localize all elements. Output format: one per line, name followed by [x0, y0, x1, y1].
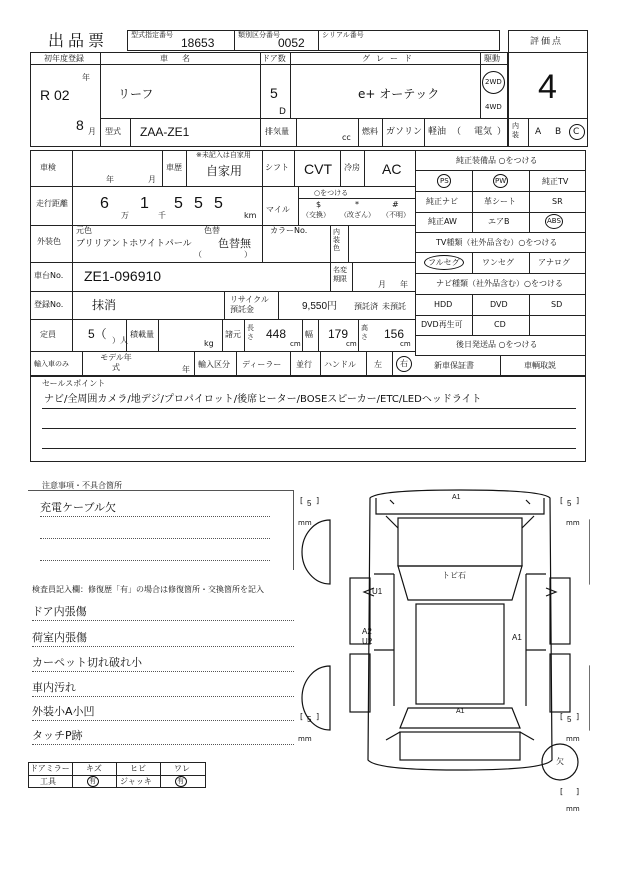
- legend-break: ワレ: [174, 764, 190, 773]
- load-label: 積載量: [130, 330, 154, 339]
- drive-2wd: 2WD: [485, 78, 502, 86]
- interior-a: A: [535, 127, 542, 137]
- tire-fl-value: 5: [307, 499, 312, 508]
- mark-a1-right: A1: [512, 633, 522, 642]
- handle-left: 左: [374, 360, 382, 369]
- score-label: 評価点: [530, 37, 564, 47]
- parallel-option: 並行: [296, 360, 312, 369]
- model-cert-value: 18653: [181, 36, 215, 50]
- name-change-day-unit: 年: [400, 280, 408, 289]
- interior-b: B: [555, 127, 562, 137]
- recycle-label: リサイクル預託金: [230, 295, 269, 314]
- equip-title: 純正装備品 ○をつける: [456, 156, 538, 165]
- ac-label: 冷房: [344, 163, 360, 172]
- sales-label: セールスポイント: [42, 379, 106, 388]
- dims-label: 諸元: [225, 330, 241, 339]
- history-note: ※未記入は自家用: [196, 151, 251, 159]
- inspection-year-unit: 年: [106, 175, 114, 184]
- car-diagram: [290, 470, 590, 800]
- fuel-diesel: 軽油: [428, 127, 447, 137]
- grade-value: e+ オーテック: [358, 87, 440, 101]
- shift-value: CVT: [304, 161, 332, 177]
- model-year-unit: 年: [182, 365, 190, 374]
- fuel-gasoline: ガソリン: [386, 127, 423, 137]
- mark-a1-top: A1: [452, 494, 461, 501]
- tv-analog: アナログ: [538, 258, 570, 267]
- mileage-digit-3: 5: [174, 195, 183, 212]
- tv-fullseg: フルセグ: [428, 258, 460, 267]
- docs-title: 後日発送品 ○をつける: [456, 340, 538, 349]
- mileage-digit-1: 6: [100, 195, 109, 212]
- drive-label: 駆動: [484, 54, 500, 63]
- length-label: 長さ: [247, 324, 254, 341]
- mile-label: マイル: [266, 205, 290, 214]
- year-unit: 年: [82, 73, 90, 82]
- car-name-value: リーフ: [118, 87, 154, 101]
- tire-rr-value: 5: [567, 715, 572, 724]
- doc-manual: 車輌取説: [524, 361, 556, 370]
- history-value: 自家用: [206, 164, 243, 178]
- sales-box: [30, 376, 586, 462]
- reg-no-label: 登録No.: [34, 300, 64, 309]
- note-item-2: 荷室内張傷: [32, 631, 87, 644]
- month-unit: 月: [88, 127, 96, 136]
- doors-value: 5: [270, 85, 278, 101]
- mileage-label: 走行距離: [36, 199, 68, 208]
- inspection-label: 車検: [40, 163, 56, 172]
- color-no-label: カラーNo.: [270, 226, 308, 235]
- chassis-label: 車台No.: [34, 271, 64, 280]
- tv-oneseg: ワンセグ: [482, 258, 514, 267]
- interior-label: 内装: [512, 122, 519, 139]
- drive-4wd: 4WD: [485, 103, 502, 111]
- equip-aw: 純正AW: [428, 217, 457, 226]
- displacement-label: 排気量: [265, 127, 289, 136]
- note-item-5: 外装小A小凹: [32, 705, 95, 718]
- ac-value: AC: [382, 161, 402, 177]
- history-label: 車歴: [166, 163, 182, 172]
- original-color-value: ブリリアントホワイトパール: [76, 239, 192, 249]
- km-unit: km: [244, 211, 257, 220]
- first-reg-year: R 02: [40, 87, 70, 103]
- equip-navi: 純正ナビ: [426, 197, 458, 206]
- interior-c: C: [573, 127, 580, 137]
- load-unit: kg: [204, 339, 214, 348]
- width-label: 幅: [305, 330, 313, 339]
- repaint-label: 色替: [204, 226, 220, 235]
- sales-text: ナビ/全周囲カメラ/地デジ/プロパイロット/後席ヒーター/BOSEスピーカー/ETC/LEDヘッドライト: [44, 394, 482, 405]
- color-label: 外装色: [37, 237, 61, 246]
- spare-unit: mm: [566, 805, 580, 813]
- tire-rl-unit: mm: [298, 735, 312, 743]
- navi-dvd: DVD: [490, 300, 508, 309]
- fuel-paren-close: ）: [497, 127, 507, 137]
- equip-ps: PS: [440, 177, 449, 185]
- legend-tools-have: 有: [89, 777, 96, 785]
- notes-line-1: 充電ケーブル欠: [40, 501, 117, 514]
- handle-label: ハンドル: [324, 360, 356, 369]
- mileage-circle-note: ○をつける: [314, 189, 349, 197]
- doc-warranty: 新車保証書: [434, 361, 474, 370]
- door-suffix: D: [279, 107, 286, 117]
- note-item-3: カーペット切れ破れ小: [32, 656, 142, 669]
- class-value: 0052: [278, 36, 305, 50]
- equip-airbag: エアB: [488, 217, 510, 226]
- tire-fl-bracket-l: [: [300, 496, 304, 505]
- equip-pw: PW: [495, 177, 507, 185]
- first-reg-label: 初年度登録: [44, 54, 84, 63]
- unknown-label: （不明）: [382, 211, 410, 219]
- repaint-paren-open: （: [194, 250, 202, 259]
- equip-sr: SR: [552, 197, 563, 206]
- model-label: 型式: [105, 127, 121, 136]
- tire-rr-unit: mm: [566, 735, 580, 743]
- cc-unit: cc: [342, 133, 351, 142]
- note-item-6: タッチP跡: [32, 729, 83, 742]
- fuel-label: 燃料: [362, 127, 378, 136]
- class-label: 類別区分番号: [238, 31, 280, 39]
- legend-jack-have: 有: [177, 777, 184, 785]
- first-reg-month: 8: [76, 117, 84, 133]
- capacity-value: 5（: [88, 327, 107, 341]
- interior-color-label: 内装色: [333, 228, 340, 252]
- tv-title: TV種類（社外品含む）○をつける: [436, 238, 558, 247]
- inspection-month-unit: 月: [148, 175, 156, 184]
- width-unit: cm: [346, 340, 357, 348]
- repaint-value: 色替無: [218, 237, 251, 250]
- tamper-symbol: *: [355, 200, 359, 209]
- tamper-label: （改ざん）: [340, 211, 375, 219]
- legend-scratch: キズ: [86, 764, 102, 773]
- car-name-label: 車名: [160, 54, 204, 63]
- legend-door-mirror: ドアミラー: [30, 764, 70, 773]
- notes-title: 注意事項・不具合箇所: [42, 481, 122, 490]
- serial-label: シリアル番号: [322, 31, 364, 39]
- height-label: 高さ: [361, 324, 368, 341]
- length-value: 448: [266, 327, 287, 341]
- unknown-symbol: #: [392, 200, 399, 209]
- equip-leather: 革シート: [484, 197, 516, 206]
- recycle-unpaid: 未預託: [382, 302, 406, 311]
- capacity-unit: ）人: [112, 336, 128, 345]
- tire-fr-unit: mm: [566, 519, 580, 527]
- mark-u2: U2: [362, 637, 373, 646]
- height-value: 156: [384, 327, 405, 341]
- navi-hdd: HDD: [434, 300, 453, 309]
- sen-unit: 千: [158, 211, 166, 220]
- mileage-digit-5: 5: [214, 195, 223, 212]
- shift-label: シフト: [265, 163, 289, 172]
- exchange-symbol: $: [316, 200, 322, 209]
- handle-right: 右: [400, 359, 408, 368]
- original-color-label: 元色: [76, 226, 92, 235]
- tire-fl-bracket-r: ]: [316, 496, 320, 505]
- exchange-label: （交換）: [302, 211, 330, 219]
- name-change-label: 名変期限: [333, 266, 347, 283]
- length-unit: cm: [290, 340, 301, 348]
- legend-crack: ヒビ: [130, 764, 146, 773]
- import-label: 輸入車のみ: [34, 360, 69, 368]
- model-cert-label: 型式指定番号: [131, 31, 173, 39]
- navi-dvd-play: DVD再生可: [421, 320, 463, 329]
- height-unit: cm: [400, 340, 411, 348]
- reg-no-value: 抹消: [92, 298, 117, 312]
- mileage-digit-4: 5: [194, 195, 203, 212]
- navi-cd: CD: [494, 320, 506, 329]
- import-class-label: 輸入区分: [198, 360, 230, 369]
- dealer-option: ディーラー: [242, 360, 282, 369]
- fuel-paren-open: （: [452, 127, 462, 137]
- tire-fr-value: 5: [567, 499, 572, 508]
- man-unit: 万: [121, 211, 129, 220]
- model-value: ZAA-ZE1: [140, 125, 190, 139]
- navi-title: ナビ種類（社外品含む）○をつける: [436, 279, 563, 288]
- mark-windshield: トビ石: [442, 571, 466, 580]
- legend-jack: ジャッキ: [120, 777, 152, 786]
- tire-rl-value: 5: [307, 715, 312, 724]
- note-item-1: ドア内張傷: [32, 605, 87, 618]
- model-year-label: モデル年式: [100, 353, 132, 372]
- equip-tv: 純正TV: [542, 177, 569, 186]
- repaint-paren-close: ）: [244, 250, 252, 259]
- capacity-label: 定員: [40, 330, 56, 339]
- recycle-paid: 預託済: [354, 302, 378, 311]
- mark-a2: A2: [362, 627, 372, 636]
- tire-fl-unit: mm: [298, 519, 312, 527]
- doors-label: ドア数: [262, 54, 286, 63]
- form-title: 出品票: [48, 31, 109, 50]
- name-change-month-unit: 月: [378, 280, 386, 289]
- mark-spare: 欠: [556, 757, 564, 766]
- chassis-value: ZE1-096910: [84, 268, 162, 284]
- legend-tools: 工具: [40, 777, 56, 786]
- fuel-electric: 電気: [474, 127, 493, 137]
- inspector-note: 検査員記入欄：修復歴「有」の場合は修復箇所・交換箇所を記入: [32, 585, 264, 594]
- mark-a1-bottom: A1: [456, 708, 465, 715]
- grade-label: グレード: [362, 54, 418, 63]
- width-value: 179: [328, 327, 349, 341]
- score-value: 4: [538, 68, 557, 106]
- navi-sd: SD: [551, 300, 563, 309]
- mark-u1: U1: [372, 587, 383, 596]
- equip-abs: ABS: [547, 217, 561, 225]
- mileage-digit-2: 1: [140, 195, 149, 212]
- recycle-value: 9,550円: [302, 301, 338, 312]
- note-item-4: 車内汚れ: [32, 681, 76, 694]
